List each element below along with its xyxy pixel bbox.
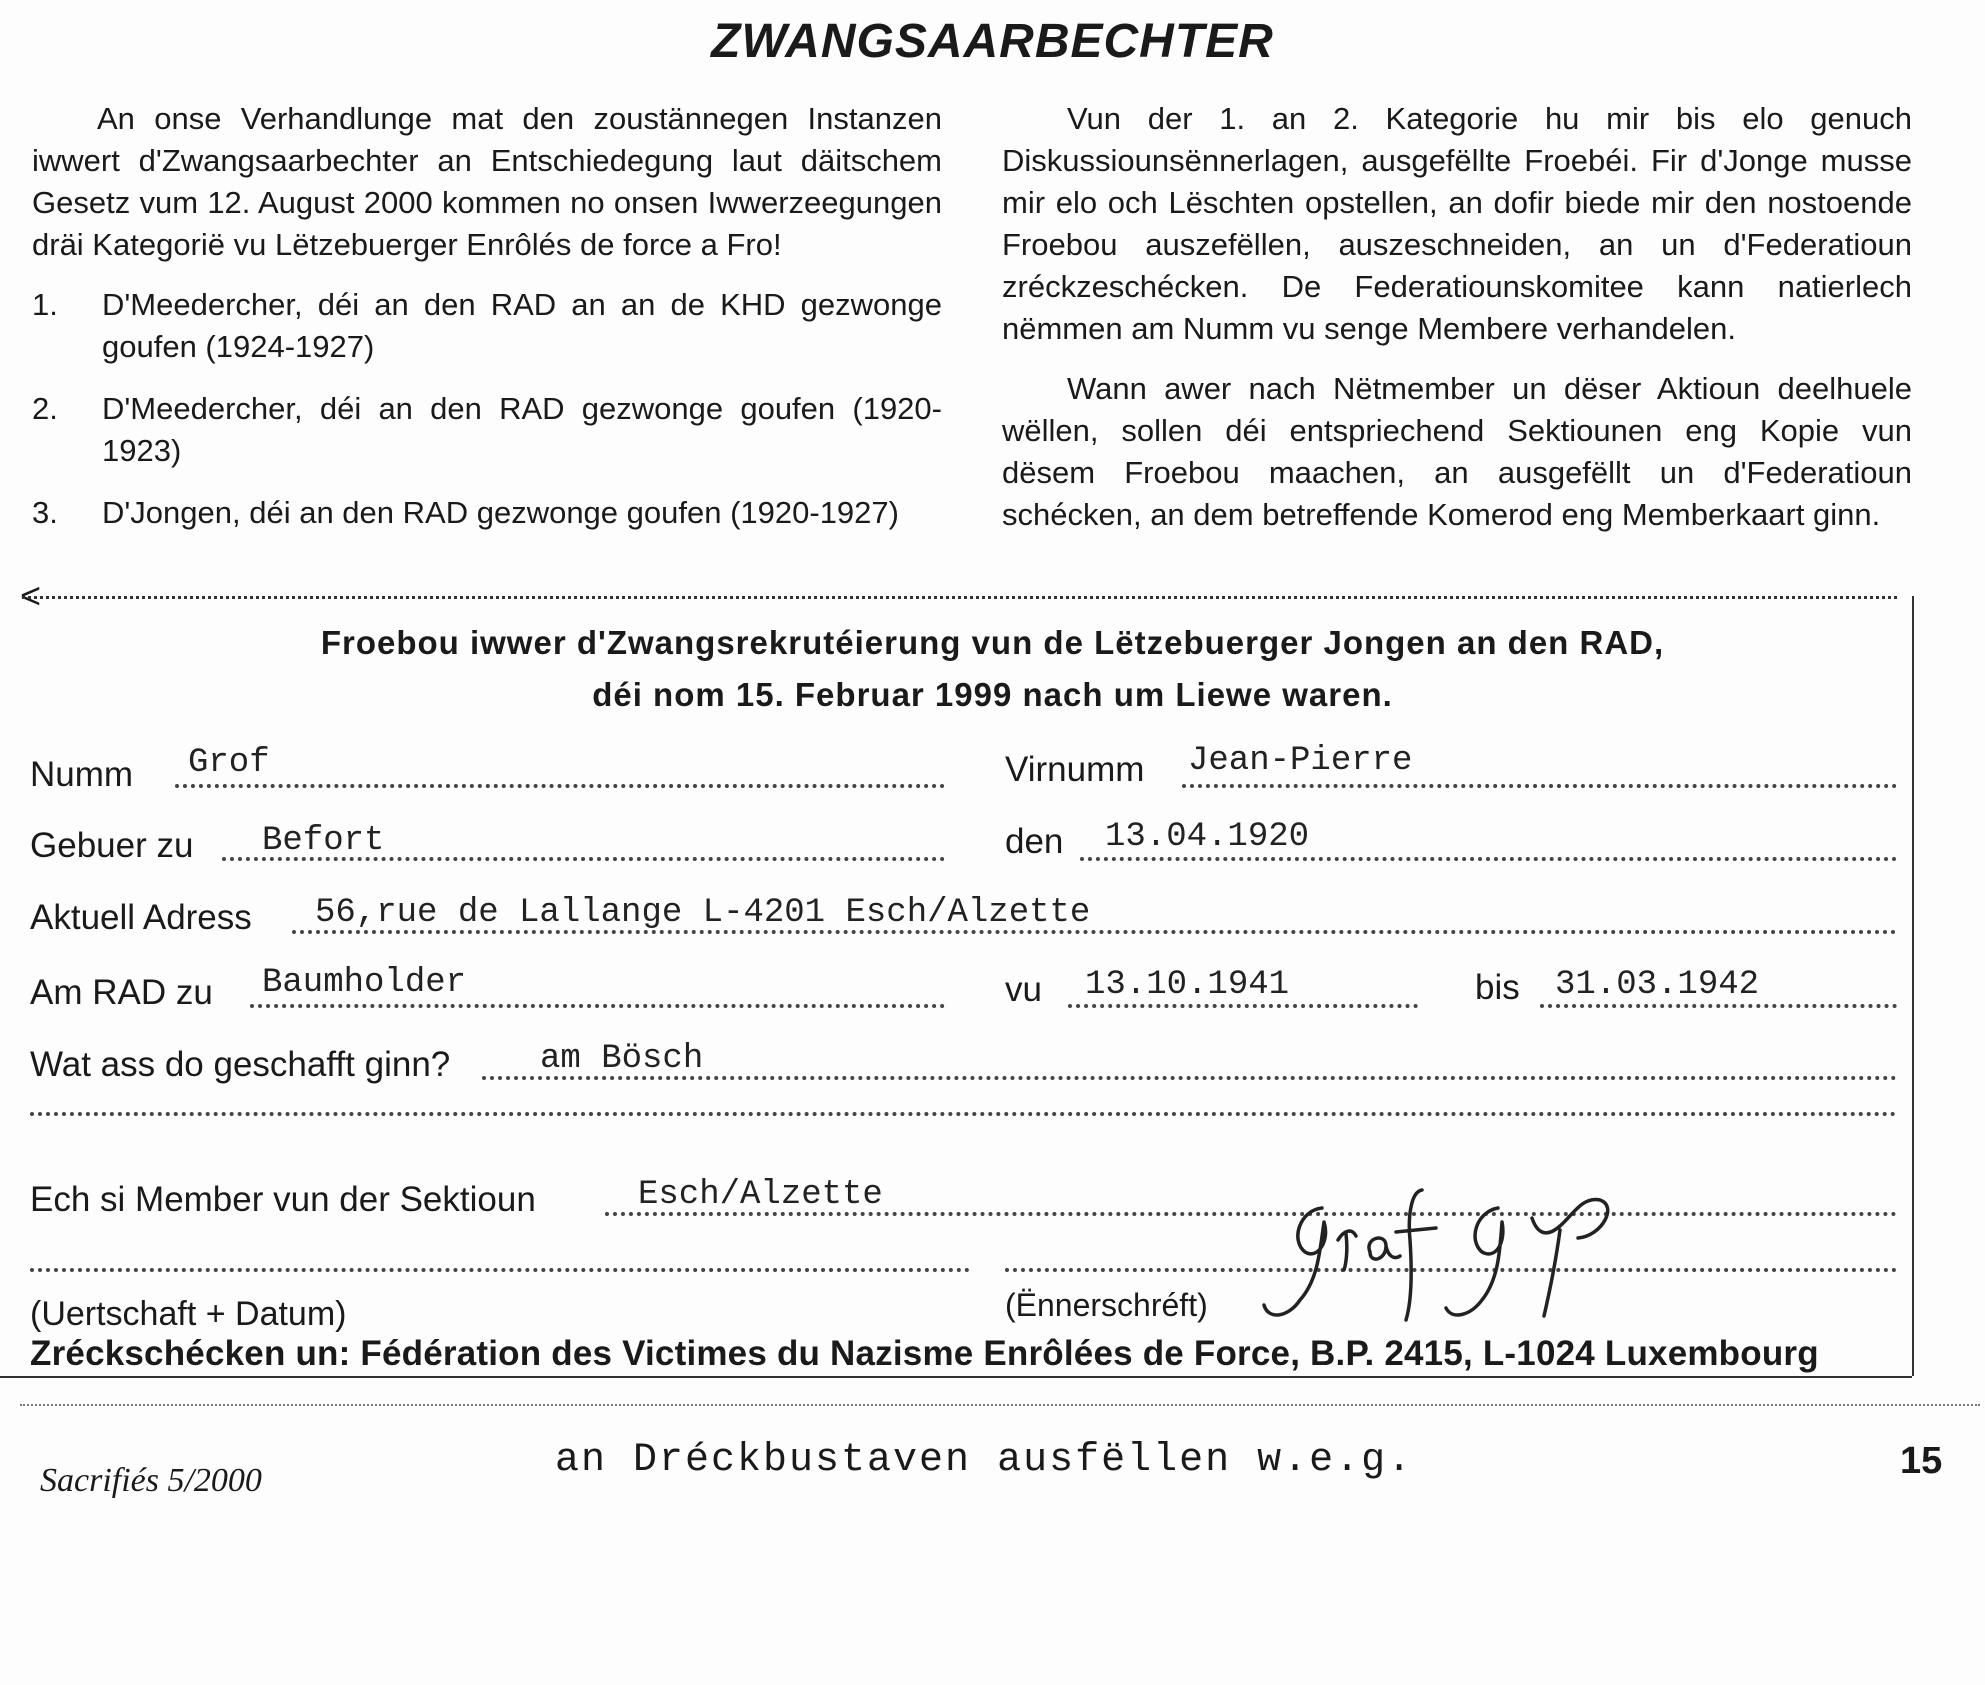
list-item-text: D'Meedercher, déi an den RAD an an de KHD gezwonge goufen (1924-1927) (102, 287, 942, 364)
birth-date-field[interactable]: 13.04.1920 (1105, 818, 1310, 856)
section-field[interactable]: Esch/Alzette (638, 1176, 883, 1214)
to-date-field[interactable]: 31.03.1942 (1555, 966, 1760, 1004)
to-label: bis (1475, 968, 1520, 1007)
list-item-number: 2. (32, 391, 58, 426)
firstname-label: Virnumm (1005, 750, 1145, 789)
right-paragraph-2: Wann awer nach Nëtmember un dëser Aktioun deelhuele wëllen, sollen déi entspriechend Sektiounen eng Kopie vun dësem Froebou maachen, an ausgefëllt un d'Federatioun schécken, an dem betreffende Komerod eng Memberkaart ginn. (1002, 371, 1912, 532)
section-label: Ech si Member vun der Sektioun (30, 1180, 536, 1219)
list-item (32, 284, 942, 368)
left-column (32, 98, 942, 554)
rad-label: Am RAD zu (30, 973, 213, 1012)
address-field[interactable]: 56,rue de Lallange L-4201 Esch/Alzette (315, 894, 1091, 932)
from-label: vu (1005, 970, 1042, 1009)
list-item (32, 492, 942, 534)
work-field[interactable]: am Bösch (540, 1040, 704, 1078)
right-column (1002, 98, 1912, 554)
list-item-number: 1. (32, 287, 58, 322)
form-subtitle-line-2: déi nom 15. Februar 1999 nach um Liewe waren. (592, 676, 1393, 713)
to-line (1540, 1004, 1897, 1008)
firstname-field[interactable]: Jean-Pierre (1188, 742, 1413, 780)
name-label: Numm (30, 755, 134, 794)
name-line (175, 784, 945, 788)
journal-name: Sacrifiés 5/2000 (40, 1462, 262, 1499)
scissors-arrow-icon: < (20, 575, 42, 616)
category-list (32, 284, 942, 534)
rad-line (250, 1004, 945, 1008)
form-border-bottom (0, 1376, 1912, 1378)
typed-note: an Dréckbustaven ausfëllen w.e.g. (555, 1438, 1414, 1483)
place-date-label: (Uertschaft + Datum) (30, 1295, 347, 1333)
rad-location-field[interactable]: Baumholder (262, 964, 467, 1002)
from-line (1068, 1004, 1418, 1008)
intro-paragraph: An onse Verhandlunge mat den zoustännegen Instanzen iwwert d'Zwangsaarbechter an Entschiedegung laut däitschem Gesetz vum 12. August 2000 kommen no onsen Iwwerzeegungen dräi Kategorië vu Lëtzebuerger Enrôlés de force a Fro! (32, 101, 942, 262)
list-item-number: 3. (32, 495, 58, 530)
return-address: Zréckschécken un: Fédération des Victimes du Nazisme Enrôlées de Force, B.P. 2415, L-1024 Luxembourg (30, 1334, 1819, 1373)
firstname-line (1182, 784, 1897, 788)
date-line (1080, 857, 1897, 861)
list-item-text: D'Meedercher, déi an den RAD gezwonge goufen (1920-1923) (102, 391, 942, 468)
address-label: Aktuell Adress (30, 898, 252, 937)
born-field[interactable]: Befort (262, 822, 385, 860)
work-label: Wat ass do geschafft ginn? (30, 1045, 451, 1084)
place-date-line (30, 1268, 970, 1272)
list-item-text: D'Jongen, déi an den RAD gezwonge goufen (1920-1927) (102, 495, 899, 530)
form-subtitle-line-1: Froebou iwwer d'Zwangsrekrutéierung vun de Lëtzebuerger Jongen an den RAD, (320, 624, 1665, 661)
form-border-right (1912, 596, 1914, 1376)
handwritten-signature-icon (1260, 1170, 1690, 1330)
date-label: den (1005, 822, 1064, 861)
right-paragraph-1: Vun der 1. an 2. Kategorie hu mir bis elo genuch Diskussiounsënnerlagen, ausgefëllte Froebéi. Fir d'Jonge musse mir elo och Lëschten opstellen, an dofir biede mir den nostoende Froebou auszefëllen, auszeschneiden, an un d'Federatioun zréckzeschécken. De Federatiounskomitee kann natierlech nëmmen am Numm vu senge Membere verhandelen. (1002, 101, 1912, 346)
blank-line (30, 1112, 1897, 1116)
name-field[interactable]: Grof (188, 744, 270, 782)
footer-rule (20, 1404, 1980, 1406)
from-date-field[interactable]: 13.10.1941 (1085, 966, 1290, 1004)
page-number: 15 (1900, 1440, 1943, 1482)
page-title: ZWANGSAARBECHTER (711, 15, 1274, 68)
born-label: Gebuer zu (30, 826, 194, 865)
signature-label: (Ënnerschréft) (1005, 1287, 1208, 1323)
list-item (32, 388, 942, 472)
cut-line (22, 596, 1897, 599)
